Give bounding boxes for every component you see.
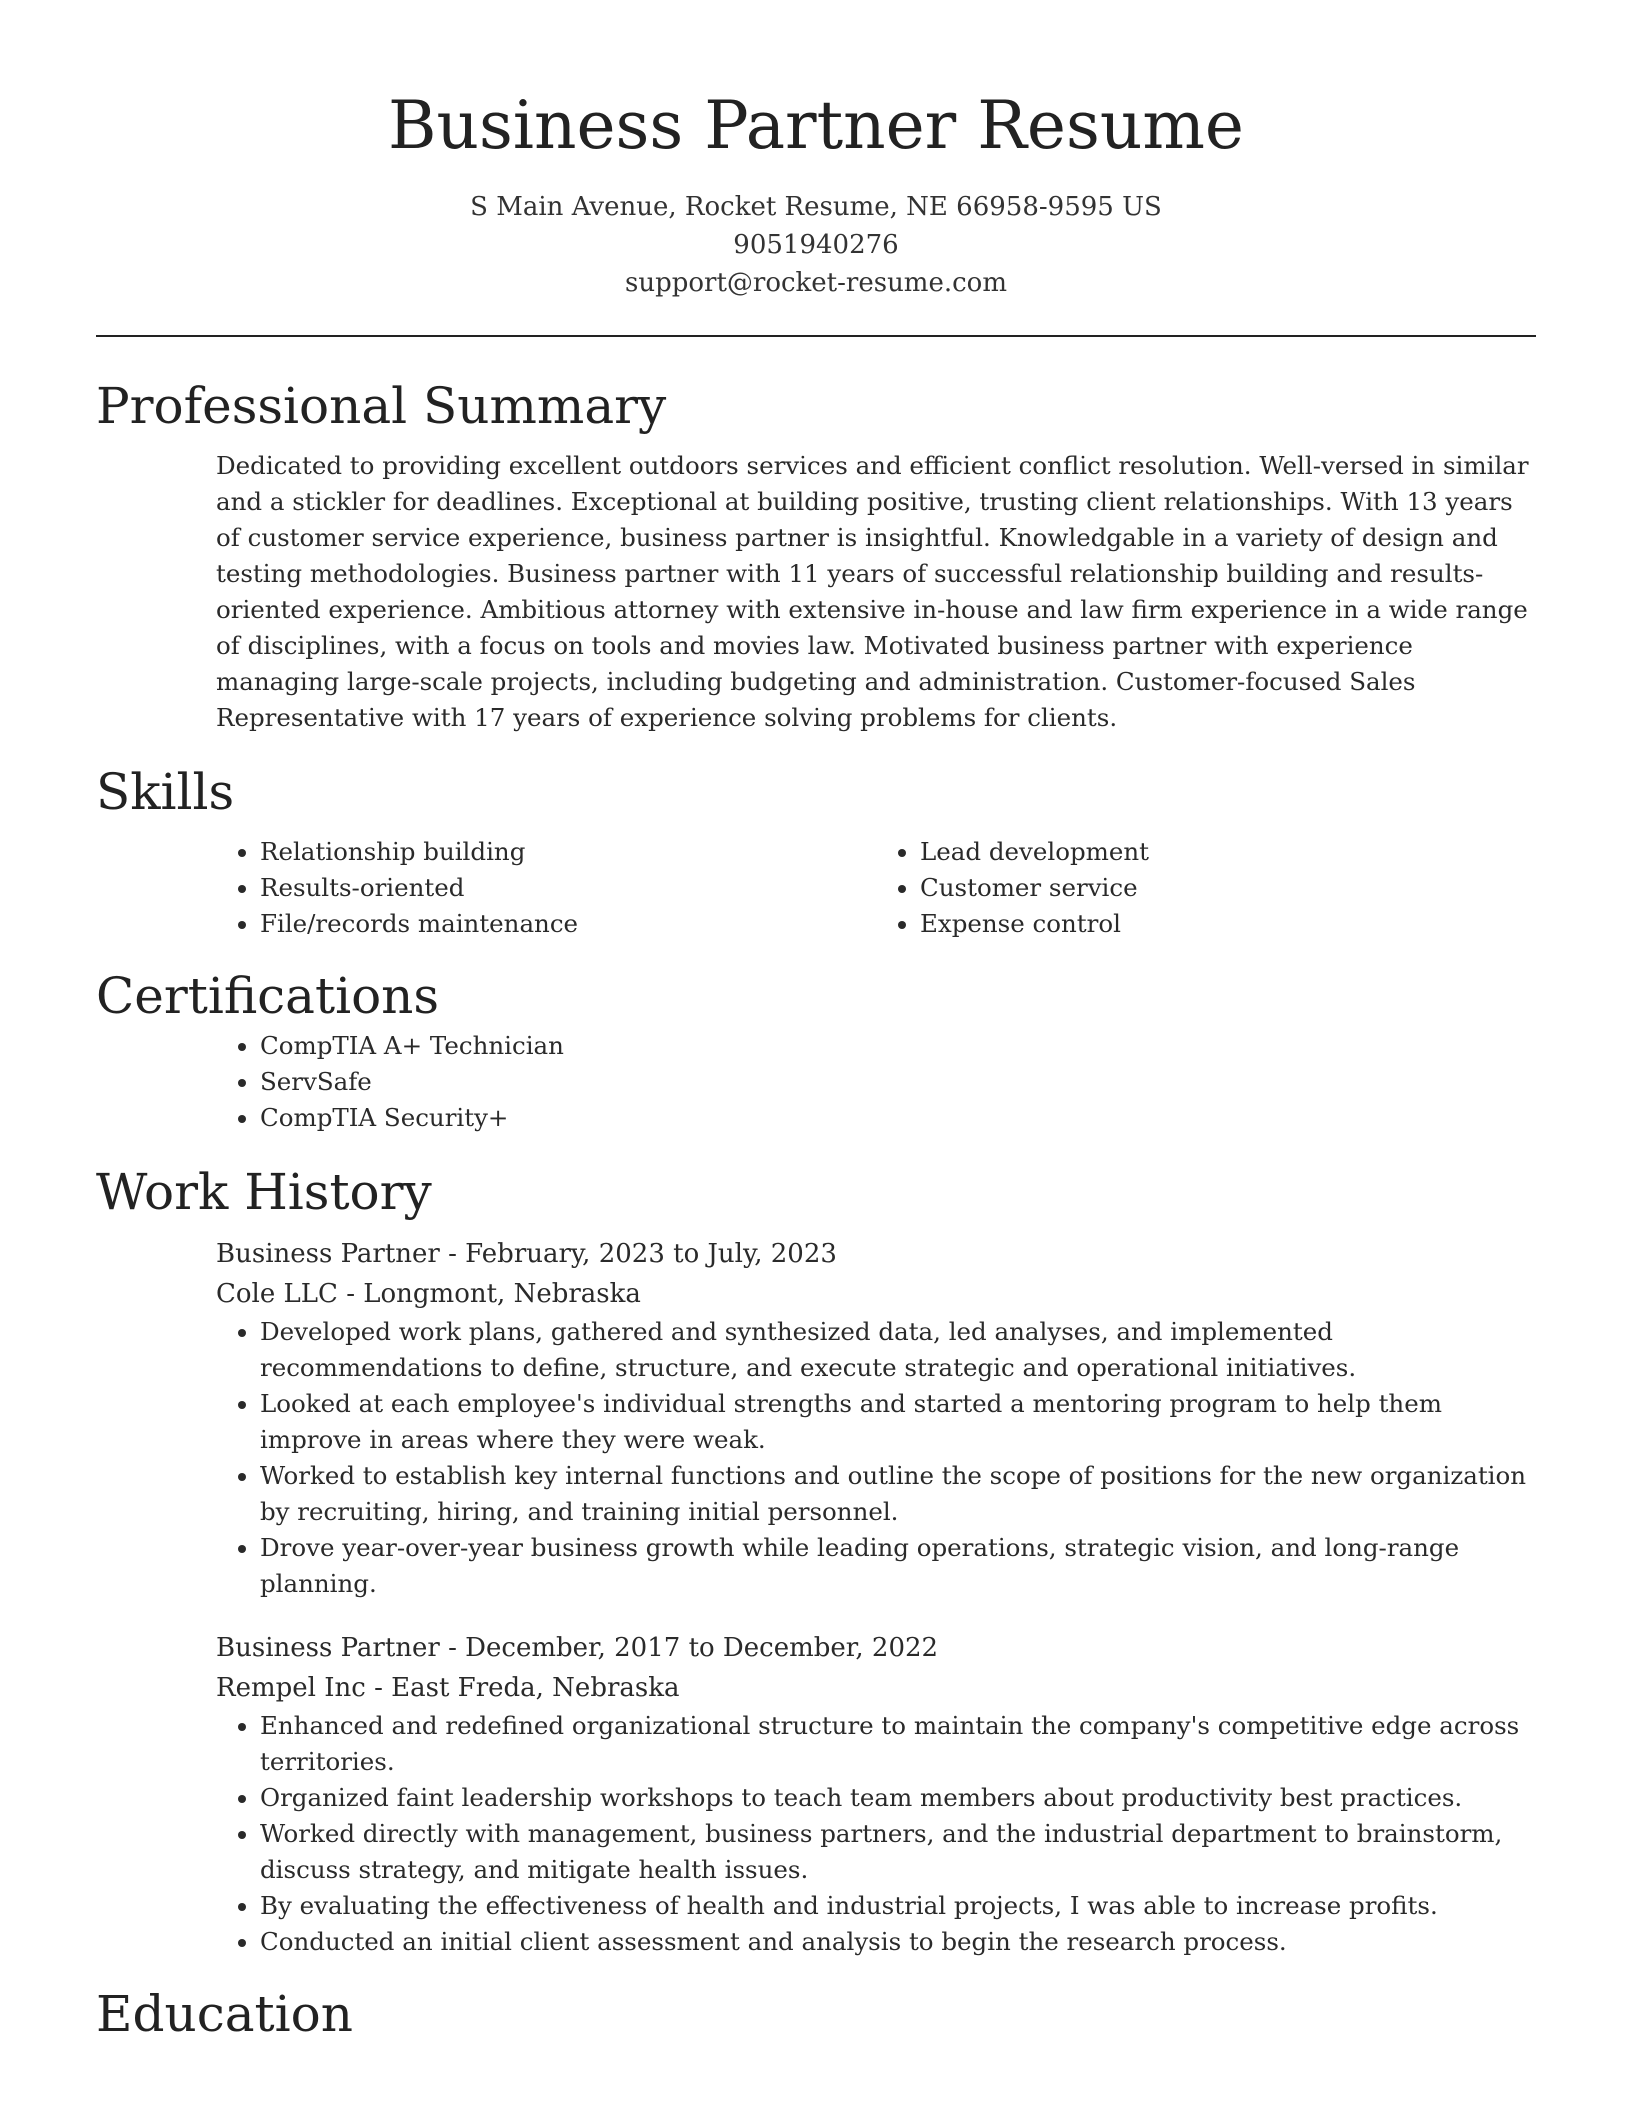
job-duty-item: • By evaluating the effectiveness of health and industrial projects, I was able to increase profits.	[260, 1888, 1536, 1924]
job-duty-item: • Enhanced and redefined organizational structure to maintain the company's competitive edge across territories.	[260, 1708, 1536, 1780]
work-history-heading: Work History	[96, 1163, 432, 1221]
job-company-location: Rempel Inc - East Freda, Nebraska	[216, 1673, 680, 1703]
summary-section	[96, 374, 1536, 736]
certifications-section	[96, 964, 1536, 1136]
address-text: S Main Avenue, Rocket Resume, NE 66958-9595 US	[470, 192, 1162, 222]
skills-section	[96, 760, 1536, 942]
job-duties-list	[216, 1314, 1536, 1602]
contact-block	[96, 188, 1536, 302]
skill-item: • Expense control	[920, 906, 1536, 942]
job-role-dates: Business Partner - December, 2017 to December, 2022	[216, 1633, 939, 1663]
skill-item: • Results-oriented	[260, 870, 876, 906]
resume-title: Business Partner Resume	[387, 87, 1244, 164]
skills-grid	[216, 834, 1536, 942]
skills-list-right	[876, 834, 1536, 942]
certifications-heading: Certifications	[96, 967, 440, 1025]
job-company-location: Cole LLC - Longmont, Nebraska	[216, 1279, 641, 1309]
job-duty-item: • Conducted an initial client assessment and analysis to begin the research process.	[260, 1924, 1536, 1960]
phone-text: 9051940276	[733, 230, 899, 260]
job-duties-list	[216, 1708, 1536, 1960]
summary-heading: Professional Summary	[96, 377, 667, 435]
job-duty-item: • Worked to establish key internal functions and outline the scope of positions for the new organization by recruiting, hiring, and training initial personnel.	[260, 1458, 1536, 1530]
skills-heading: Skills	[96, 763, 235, 821]
job-duty-item: • Organized faint leadership workshops to teach team members about productivity best practices.	[260, 1780, 1536, 1816]
skill-item: • File/records maintenance	[260, 906, 876, 942]
job-role-dates: Business Partner - February, 2023 to July, 2023	[216, 1239, 837, 1269]
certification-item: • CompTIA Security+	[260, 1100, 1536, 1136]
job-duty-item: • Worked directly with management, business partners, and the industrial department to brainstorm, discuss strategy, and mitigate health issues.	[260, 1816, 1536, 1888]
resume-header	[96, 0, 1536, 302]
skill-item: • Customer service	[920, 870, 1536, 906]
work-history-section	[96, 1160, 1536, 1960]
job-entry	[216, 1628, 1536, 1960]
education-section	[96, 1982, 1536, 2046]
skill-item: • Lead development	[920, 834, 1536, 870]
education-heading: Education	[96, 1985, 353, 2043]
certification-item: • ServSafe	[260, 1064, 1536, 1100]
summary-text: Dedicated to providing excellent outdoors services and efficient conflict resolution. Well-versed in similar and a stickler for deadlines. Exceptional at building positive, trusting client relationships. With 13 years of customer service experience, business partner is insightful. Knowledgable in a variety of design and testing methodologies. Business partner with 11 years of successful relationship building and results-oriented experience. Ambitious attorney with extensive in-house and law firm experience in a wide range of disciplines, with a focus on tools and movies law. Motivated business partner with experience managing large-scale projects, including budgeting and administration. Customer-focused Sales Representative with 17 years of experience solving problems for clients.	[216, 451, 1529, 732]
job-entry	[216, 1234, 1536, 1602]
certification-item: • CompTIA A+ Technician	[260, 1028, 1536, 1064]
job-duty-item: • Looked at each employee's individual strengths and started a mentoring program to help them improve in areas where they were weak.	[260, 1386, 1536, 1458]
job-duty-item: • Drove year-over-year business growth while leading operations, strategic vision, and long-range planning.	[260, 1530, 1536, 1602]
email-text: support@rocket-resume.com	[624, 268, 1007, 298]
job-duty-item: • Developed work plans, gathered and synthesized data, led analyses, and implemented recommendations to define, structure, and execute strategic and operational initiatives.	[260, 1314, 1536, 1386]
skills-list-left	[216, 834, 876, 942]
certifications-list	[216, 1028, 1536, 1136]
skill-item: • Relationship building	[260, 834, 876, 870]
header-divider	[96, 335, 1536, 337]
